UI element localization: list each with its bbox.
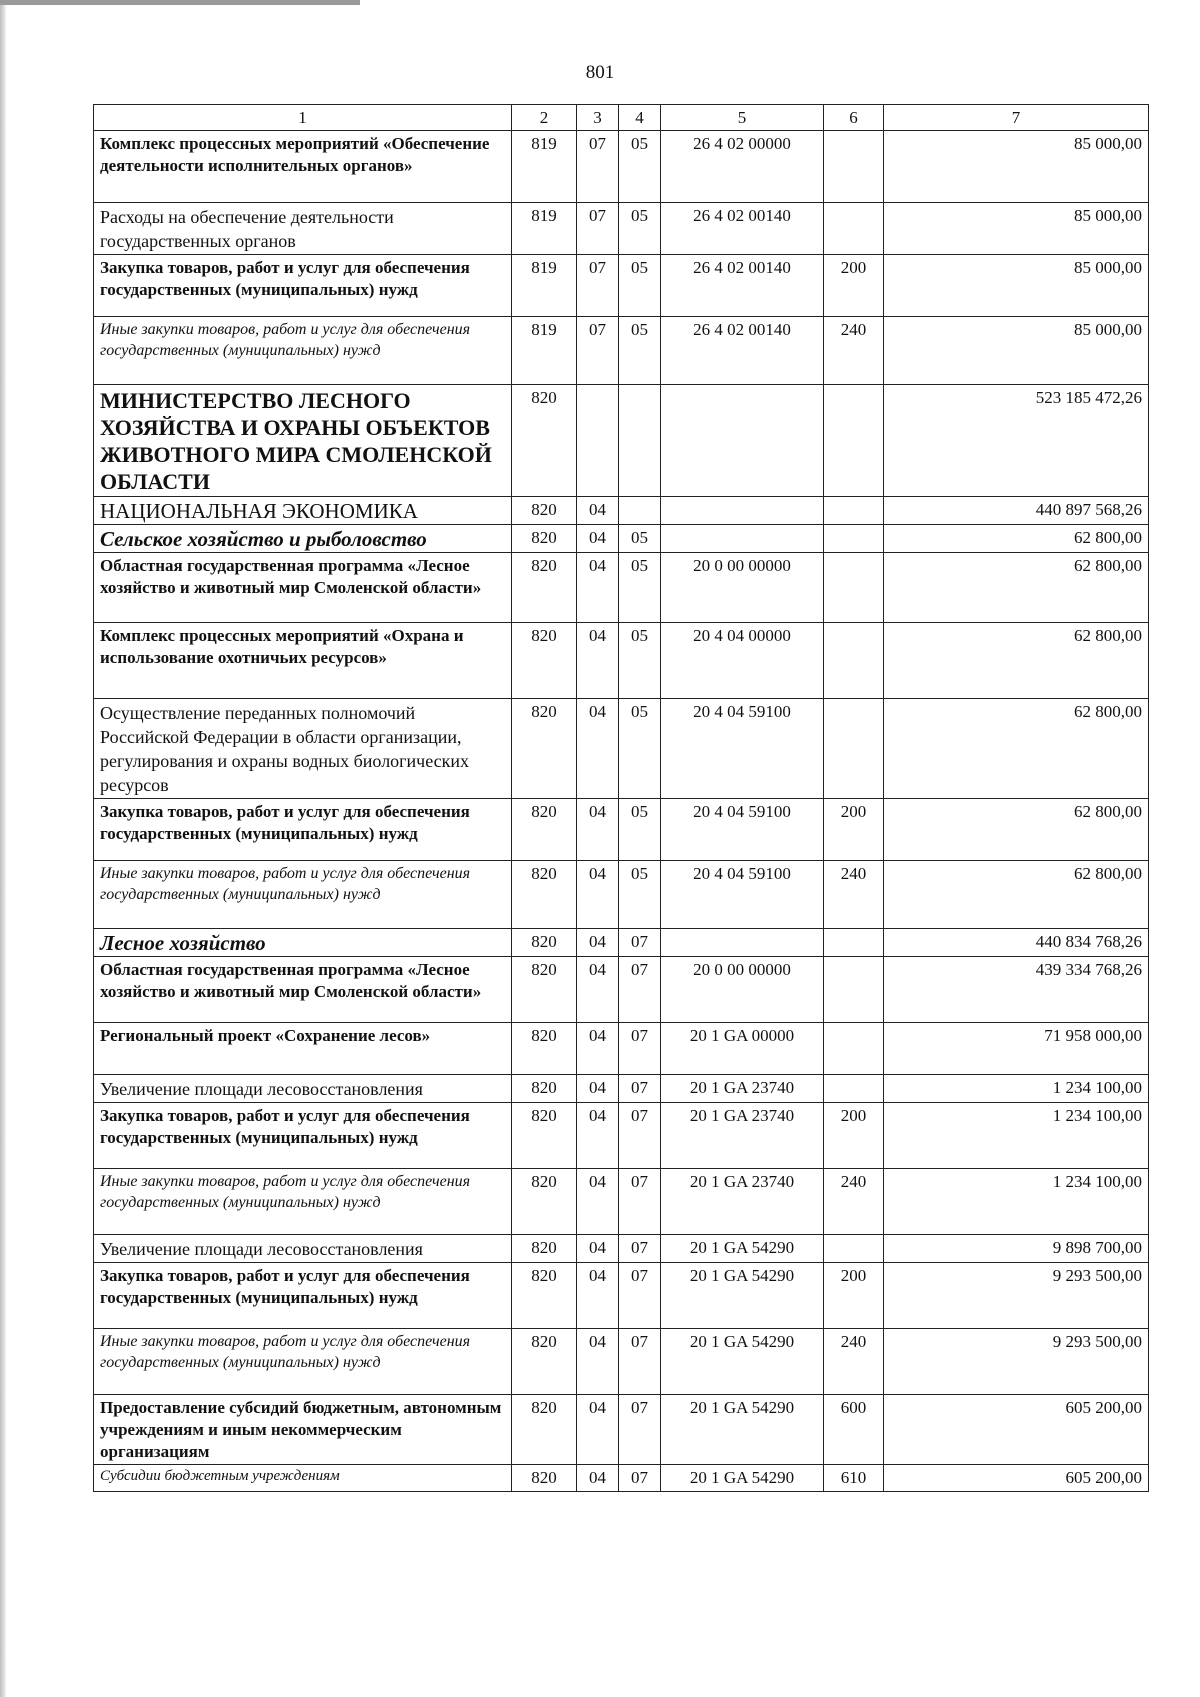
target-code-cell: 20 1 GA 23740 (661, 1103, 824, 1169)
budget-code-cell: 820 (512, 861, 577, 929)
subsection-cell: 05 (619, 131, 661, 203)
expense-type-cell: 240 (824, 861, 884, 929)
section-cell (577, 385, 619, 497)
subsection-cell: 05 (619, 255, 661, 317)
expense-type-cell (824, 553, 884, 623)
subsection-cell: 05 (619, 623, 661, 699)
table-row (94, 1103, 1149, 1169)
budget-code-cell: 820 (512, 385, 577, 497)
expense-type-cell: 200 (824, 1263, 884, 1329)
column-header: 7 (884, 105, 1149, 131)
table-row (94, 553, 1149, 623)
subsection-cell: 05 (619, 699, 661, 799)
section-cell: 04 (577, 929, 619, 957)
subsection-cell: 07 (619, 929, 661, 957)
section-cell: 04 (577, 525, 619, 553)
target-code-cell: 26 4 02 00140 (661, 203, 824, 255)
amount-cell: 605 200,00 (884, 1465, 1149, 1492)
column-header: 6 (824, 105, 884, 131)
subsection-cell: 07 (619, 1103, 661, 1169)
header-row (94, 105, 1149, 131)
section-cell: 07 (577, 255, 619, 317)
target-code-cell: 20 1 GA 54290 (661, 1395, 824, 1465)
column-header: 2 (512, 105, 577, 131)
target-code-cell: 20 0 00 00000 (661, 957, 824, 1023)
target-code-cell: 20 1 GA 54290 (661, 1235, 824, 1263)
expense-type-cell (824, 525, 884, 553)
expense-type-cell: 600 (824, 1395, 884, 1465)
item-name-cell: Увеличение площади лесовосстановления (94, 1235, 512, 1263)
budget-code-cell: 819 (512, 203, 577, 255)
target-code-cell: 20 1 GA 00000 (661, 1023, 824, 1075)
item-name-cell: Сельское хозяйство и рыболовство (94, 525, 512, 553)
amount-cell: 62 800,00 (884, 861, 1149, 929)
table-row (94, 497, 1149, 525)
subsection-cell: 07 (619, 1465, 661, 1492)
expense-type-cell (824, 957, 884, 1023)
section-cell: 04 (577, 553, 619, 623)
target-code-cell: 20 1 GA 23740 (661, 1075, 824, 1103)
amount-cell: 85 000,00 (884, 255, 1149, 317)
expense-type-cell: 200 (824, 1103, 884, 1169)
expense-type-cell (824, 699, 884, 799)
subsection-cell: 07 (619, 1263, 661, 1329)
table-row (94, 317, 1149, 385)
expense-type-cell: 200 (824, 799, 884, 861)
section-cell: 04 (577, 861, 619, 929)
section-cell: 07 (577, 131, 619, 203)
expense-type-cell (824, 385, 884, 497)
expense-type-cell (824, 131, 884, 203)
subsection-cell: 07 (619, 1075, 661, 1103)
expense-type-cell: 610 (824, 1465, 884, 1492)
subsection-cell (619, 497, 661, 525)
section-cell: 04 (577, 799, 619, 861)
table-row (94, 1235, 1149, 1263)
section-cell: 04 (577, 1235, 619, 1263)
item-name-cell: НАЦИОНАЛЬНАЯ ЭКОНОМИКА (94, 497, 512, 525)
section-cell: 04 (577, 699, 619, 799)
table-row (94, 699, 1149, 799)
target-code-cell (661, 497, 824, 525)
target-code-cell: 20 1 GA 23740 (661, 1169, 824, 1235)
table-row (94, 255, 1149, 317)
amount-cell: 62 800,00 (884, 799, 1149, 861)
budget-code-cell: 820 (512, 1465, 577, 1492)
section-cell: 04 (577, 1465, 619, 1492)
amount-cell: 523 185 472,26 (884, 385, 1149, 497)
table-row (94, 799, 1149, 861)
budget-code-cell: 820 (512, 497, 577, 525)
table-row (94, 861, 1149, 929)
amount-cell: 439 334 768,26 (884, 957, 1149, 1023)
item-name-cell: Лесное хозяйство (94, 929, 512, 957)
target-code-cell: 26 4 02 00000 (661, 131, 824, 203)
section-cell: 04 (577, 1023, 619, 1075)
expense-type-cell (824, 1075, 884, 1103)
item-name-cell: Региональный проект «Сохранение лесов» (94, 1023, 512, 1075)
table-row (94, 1263, 1149, 1329)
budget-code-cell: 820 (512, 1169, 577, 1235)
table-row (94, 1075, 1149, 1103)
target-code-cell: 26 4 02 00140 (661, 317, 824, 385)
subsection-cell: 05 (619, 799, 661, 861)
subsection-cell (619, 385, 661, 497)
amount-cell: 440 897 568,26 (884, 497, 1149, 525)
page-number: 801 (585, 62, 615, 83)
section-cell: 04 (577, 957, 619, 1023)
item-name-cell: Закупка товаров, работ и услуг для обеспечения государственных (муниципальных) нужд (94, 1103, 512, 1169)
section-cell: 07 (577, 317, 619, 385)
item-name-cell: МИНИСТЕРСТВО ЛЕСНОГО ХОЗЯЙСТВА И ОХРАНЫ ОБЪЕКТОВ ЖИВОТНОГО МИРА СМОЛЕНСКОЙ ОБЛАСТИ (94, 385, 512, 497)
item-name-cell: Расходы на обеспечение деятельности государственных органов (94, 203, 512, 255)
amount-cell: 9 898 700,00 (884, 1235, 1149, 1263)
section-cell: 04 (577, 497, 619, 525)
subsection-cell: 07 (619, 1395, 661, 1465)
expense-type-cell (824, 1235, 884, 1263)
budget-code-cell: 820 (512, 1235, 577, 1263)
subsection-cell: 05 (619, 317, 661, 385)
budget-code-cell: 820 (512, 1103, 577, 1169)
table-row (94, 131, 1149, 203)
target-code-cell: 26 4 02 00140 (661, 255, 824, 317)
table-row (94, 385, 1149, 497)
section-cell: 04 (577, 623, 619, 699)
target-code-cell (661, 385, 824, 497)
target-code-cell: 20 4 04 59100 (661, 799, 824, 861)
budget-code-cell: 820 (512, 929, 577, 957)
item-name-cell: Комплекс процессных мероприятий «Обеспечение деятельности исполнительных органов» (94, 131, 512, 203)
subsection-cell: 05 (619, 525, 661, 553)
column-header: 5 (661, 105, 824, 131)
budget-code-cell: 819 (512, 131, 577, 203)
budget-code-cell: 820 (512, 1075, 577, 1103)
column-header: 4 (619, 105, 661, 131)
expense-type-cell: 200 (824, 255, 884, 317)
table-row (94, 1465, 1149, 1492)
expense-type-cell: 240 (824, 1329, 884, 1395)
target-code-cell: 20 4 04 59100 (661, 861, 824, 929)
item-name-cell: Предоставление субсидий бюджетным, автономным учреждениям и иным некоммерческим организациям (94, 1395, 512, 1465)
expense-type-cell (824, 203, 884, 255)
section-cell: 04 (577, 1075, 619, 1103)
item-name-cell: Закупка товаров, работ и услуг для обеспечения государственных (муниципальных) нужд (94, 255, 512, 317)
budget-code-cell: 820 (512, 525, 577, 553)
amount-cell: 62 800,00 (884, 699, 1149, 799)
item-name-cell: Иные закупки товаров, работ и услуг для обеспечения государственных (муниципальных) нужд (94, 861, 512, 929)
item-name-cell: Иные закупки товаров, работ и услуг для обеспечения государственных (муниципальных) нужд (94, 1329, 512, 1395)
table-row (94, 1329, 1149, 1395)
amount-cell: 440 834 768,26 (884, 929, 1149, 957)
expense-type-cell (824, 929, 884, 957)
item-name-cell: Областная государственная программа «Лесное хозяйство и животный мир Смоленской области» (94, 957, 512, 1023)
subsection-cell: 07 (619, 1235, 661, 1263)
expense-type-cell (824, 623, 884, 699)
target-code-cell: 20 0 00 00000 (661, 553, 824, 623)
subsection-cell: 07 (619, 957, 661, 1023)
item-name-cell: Осуществление переданных полномочий Российской Федерации в области организации, регулирования и охраны водных биологических ресурсов (94, 699, 512, 799)
section-cell: 04 (577, 1263, 619, 1329)
amount-cell: 605 200,00 (884, 1395, 1149, 1465)
amount-cell: 85 000,00 (884, 131, 1149, 203)
item-name-cell: Иные закупки товаров, работ и услуг для обеспечения государственных (муниципальных) нужд (94, 1169, 512, 1235)
amount-cell: 1 234 100,00 (884, 1169, 1149, 1235)
budget-code-cell: 820 (512, 957, 577, 1023)
amount-cell: 9 293 500,00 (884, 1329, 1149, 1395)
table-row (94, 525, 1149, 553)
table-row (94, 1169, 1149, 1235)
subsection-cell: 07 (619, 1023, 661, 1075)
item-name-cell: Закупка товаров, работ и услуг для обеспечения государственных (муниципальных) нужд (94, 799, 512, 861)
budget-code-cell: 820 (512, 553, 577, 623)
target-code-cell: 20 1 GA 54290 (661, 1329, 824, 1395)
column-header: 3 (577, 105, 619, 131)
table-body (94, 131, 1149, 1492)
amount-cell: 62 800,00 (884, 623, 1149, 699)
section-cell: 04 (577, 1169, 619, 1235)
scan-top-mark (0, 0, 360, 5)
subsection-cell: 05 (619, 553, 661, 623)
amount-cell: 62 800,00 (884, 553, 1149, 623)
amount-cell: 85 000,00 (884, 203, 1149, 255)
amount-cell: 85 000,00 (884, 317, 1149, 385)
item-name-cell: Закупка товаров, работ и услуг для обеспечения государственных (муниципальных) нужд (94, 1263, 512, 1329)
amount-cell: 62 800,00 (884, 525, 1149, 553)
budget-code-cell: 819 (512, 255, 577, 317)
subsection-cell: 07 (619, 1329, 661, 1395)
expense-type-cell (824, 497, 884, 525)
amount-cell: 71 958 000,00 (884, 1023, 1149, 1075)
column-header: 1 (94, 105, 512, 131)
expense-type-cell (824, 1023, 884, 1075)
target-code-cell (661, 929, 824, 957)
table-row (94, 1395, 1149, 1465)
amount-cell: 1 234 100,00 (884, 1075, 1149, 1103)
table-row (94, 203, 1149, 255)
table-row (94, 1023, 1149, 1075)
budget-code-cell: 820 (512, 1263, 577, 1329)
target-code-cell: 20 4 04 00000 (661, 623, 824, 699)
target-code-cell: 20 1 GA 54290 (661, 1263, 824, 1329)
budget-table (93, 104, 1149, 1492)
item-name-cell: Увеличение площади лесовосстановления (94, 1075, 512, 1103)
subsection-cell: 05 (619, 861, 661, 929)
budget-code-cell: 820 (512, 1329, 577, 1395)
section-cell: 04 (577, 1103, 619, 1169)
expense-type-cell: 240 (824, 1169, 884, 1235)
item-name-cell: Иные закупки товаров, работ и услуг для обеспечения государственных (муниципальных) нужд (94, 317, 512, 385)
target-code-cell: 20 4 04 59100 (661, 699, 824, 799)
budget-code-cell: 820 (512, 1023, 577, 1075)
budget-code-cell: 819 (512, 317, 577, 385)
budget-code-cell: 820 (512, 1395, 577, 1465)
item-name-cell: Субсидии бюджетным учреждениям (94, 1465, 512, 1492)
table-row (94, 929, 1149, 957)
amount-cell: 9 293 500,00 (884, 1263, 1149, 1329)
table-row (94, 957, 1149, 1023)
budget-code-cell: 820 (512, 623, 577, 699)
section-cell: 04 (577, 1395, 619, 1465)
subsection-cell: 07 (619, 1169, 661, 1235)
item-name-cell: Комплекс процессных мероприятий «Охрана и использование охотничьих ресурсов» (94, 623, 512, 699)
section-cell: 04 (577, 1329, 619, 1395)
table-row (94, 623, 1149, 699)
target-code-cell (661, 525, 824, 553)
budget-code-cell: 820 (512, 699, 577, 799)
subsection-cell: 05 (619, 203, 661, 255)
scan-edge (0, 0, 6, 1697)
budget-code-cell: 820 (512, 799, 577, 861)
amount-cell: 1 234 100,00 (884, 1103, 1149, 1169)
section-cell: 07 (577, 203, 619, 255)
item-name-cell: Областная государственная программа «Лесное хозяйство и животный мир Смоленской области» (94, 553, 512, 623)
target-code-cell: 20 1 GA 54290 (661, 1465, 824, 1492)
expense-type-cell: 240 (824, 317, 884, 385)
